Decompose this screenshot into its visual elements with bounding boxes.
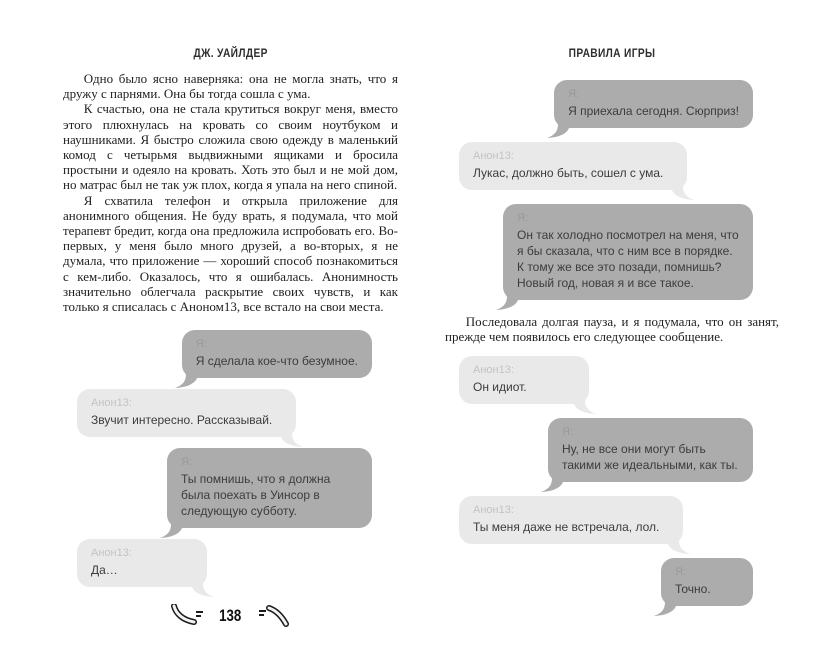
body-paragraph: Я схватила телефон и открыла приложение для анонимного общения. Не буду врать, я подумала, что мой терапевт бредит, когда она предложила испробовать его. Во-первых, у меня было много друзей, а во-вторых, я не думала, что приложение — хороший способ познакомиться с кем-либо. Оказалось, что я ошибалась. Анонимность значительно облегчала раскрытие своих чувств, и как только я списалась с Аноном13, все встало на свои места. (63, 192, 398, 315)
bubble-tail (192, 583, 216, 597)
pen-flourish-icon-right (257, 604, 291, 628)
bubble-tail (158, 524, 182, 538)
bubble-tail (173, 374, 197, 388)
message-text: Ты меня даже не встречала, лол. (473, 520, 660, 535)
chat-message-row (459, 418, 753, 482)
message-text: Точно. (675, 582, 711, 597)
body-text-block (63, 71, 398, 314)
chat-bubble-anon (459, 356, 589, 404)
running-header-author (63, 46, 398, 60)
chat-message-row (77, 448, 372, 528)
running-header-title-text: ПРАВИЛА ИГРЫ (568, 46, 656, 60)
chat-bubble-anon (459, 142, 687, 190)
chat-message-row (459, 204, 753, 300)
chat-message-row (77, 539, 372, 587)
sender-label: Я: (562, 426, 573, 439)
sender-label: Я: (195, 338, 207, 351)
chat-thread-right-page-top (445, 80, 779, 300)
sender-label: Я: (675, 566, 686, 579)
running-header-title (445, 46, 779, 60)
bubble-tail (281, 433, 305, 447)
chat-message-row (459, 356, 753, 404)
chat-thread-right-page-bottom (445, 356, 779, 606)
body-paragraph: Одно было ясно наверняка: она не могла знать, что я дружу с парнями. Она бы тогда сошла с ума. (63, 71, 398, 102)
body-paragraph: К счастью, она не стала крутиться вокруг меня, вместо этого плюхнулась на кровать со своим ноутбуком и наушниками. Я быстро сложила свою одежду в маленький комод с четырьмя выдвижными ящиками и бросила простыни и одеяло на кровать. Хоть это был и не мой дом, но матрас был не так уж плох, когда я упала на него спиной. (63, 101, 398, 193)
chat-bubble-me (554, 80, 753, 128)
chat-message-row (77, 389, 372, 437)
pen-flourish-icon-left (170, 604, 204, 628)
chat-bubble-me (548, 418, 753, 482)
chat-message-row (459, 80, 753, 128)
page-footer (63, 604, 398, 628)
message-text: Я сделала кое-что безумное. (195, 354, 358, 369)
message-text: Ну, не все они могут быть такими же идеальными, как ты. (562, 442, 738, 473)
sender-label: Анон13: (473, 364, 514, 377)
message-text: Звучит интересно. Рассказывай. (91, 413, 273, 428)
body-paragraph: Последовала долгая пауза, и я подумала, что он занят, прежде чем появилось его следующее сообщение. (445, 314, 779, 345)
chat-bubble-anon (77, 389, 296, 437)
chat-bubble-me (167, 448, 372, 528)
chat-bubble-me (503, 204, 753, 300)
message-text: Лукас, должно быть, сошел с ума. (473, 166, 664, 180)
sender-label: Анон13: (91, 547, 132, 560)
sender-label: Я: (568, 88, 580, 100)
page-number: 138 (219, 606, 242, 625)
chat-message-row (459, 142, 753, 190)
sender-label: Анон13: (473, 150, 514, 162)
chat-bubble-anon (77, 539, 207, 587)
chat-message-row (77, 330, 372, 378)
message-text: Я приехала сегодня. Сюрприз! (568, 104, 739, 118)
body-text-block (445, 314, 779, 344)
bubble-tail (652, 602, 676, 616)
page-right (445, 46, 779, 606)
sender-label: Я: (181, 456, 192, 469)
sender-label: Анон13: (91, 397, 132, 410)
chat-message-row (459, 558, 753, 606)
message-text: Он идиот. (473, 380, 527, 395)
chat-bubble-me (182, 330, 372, 378)
sender-label: Анон13: (473, 504, 514, 517)
bubble-tail (539, 478, 563, 492)
bubble-tail (494, 296, 518, 310)
running-header-author-text: ДЖ. УАЙЛДЕР (193, 46, 268, 60)
chat-thread-left-page (63, 330, 398, 587)
bubble-tail (668, 540, 692, 554)
message-text: Ты помнишь, что я должна была поехать в Уинсор в следующую субботу. (181, 472, 331, 519)
message-text: Он так холодно посмотрел на меня, что я бы сказала, что с ним все в порядке. К тому же все это позади, помнишь? Новый год, новая я и все такое. (517, 228, 739, 290)
bubble-tail (545, 124, 569, 138)
page-left (63, 46, 398, 587)
chat-bubble-anon (459, 496, 683, 544)
chat-bubble-me (661, 558, 753, 606)
message-text: Да… (91, 563, 118, 578)
chat-message-row (459, 496, 753, 544)
sender-label: Я: (517, 212, 528, 224)
bubble-tail (574, 400, 598, 414)
bubble-tail (672, 186, 696, 200)
